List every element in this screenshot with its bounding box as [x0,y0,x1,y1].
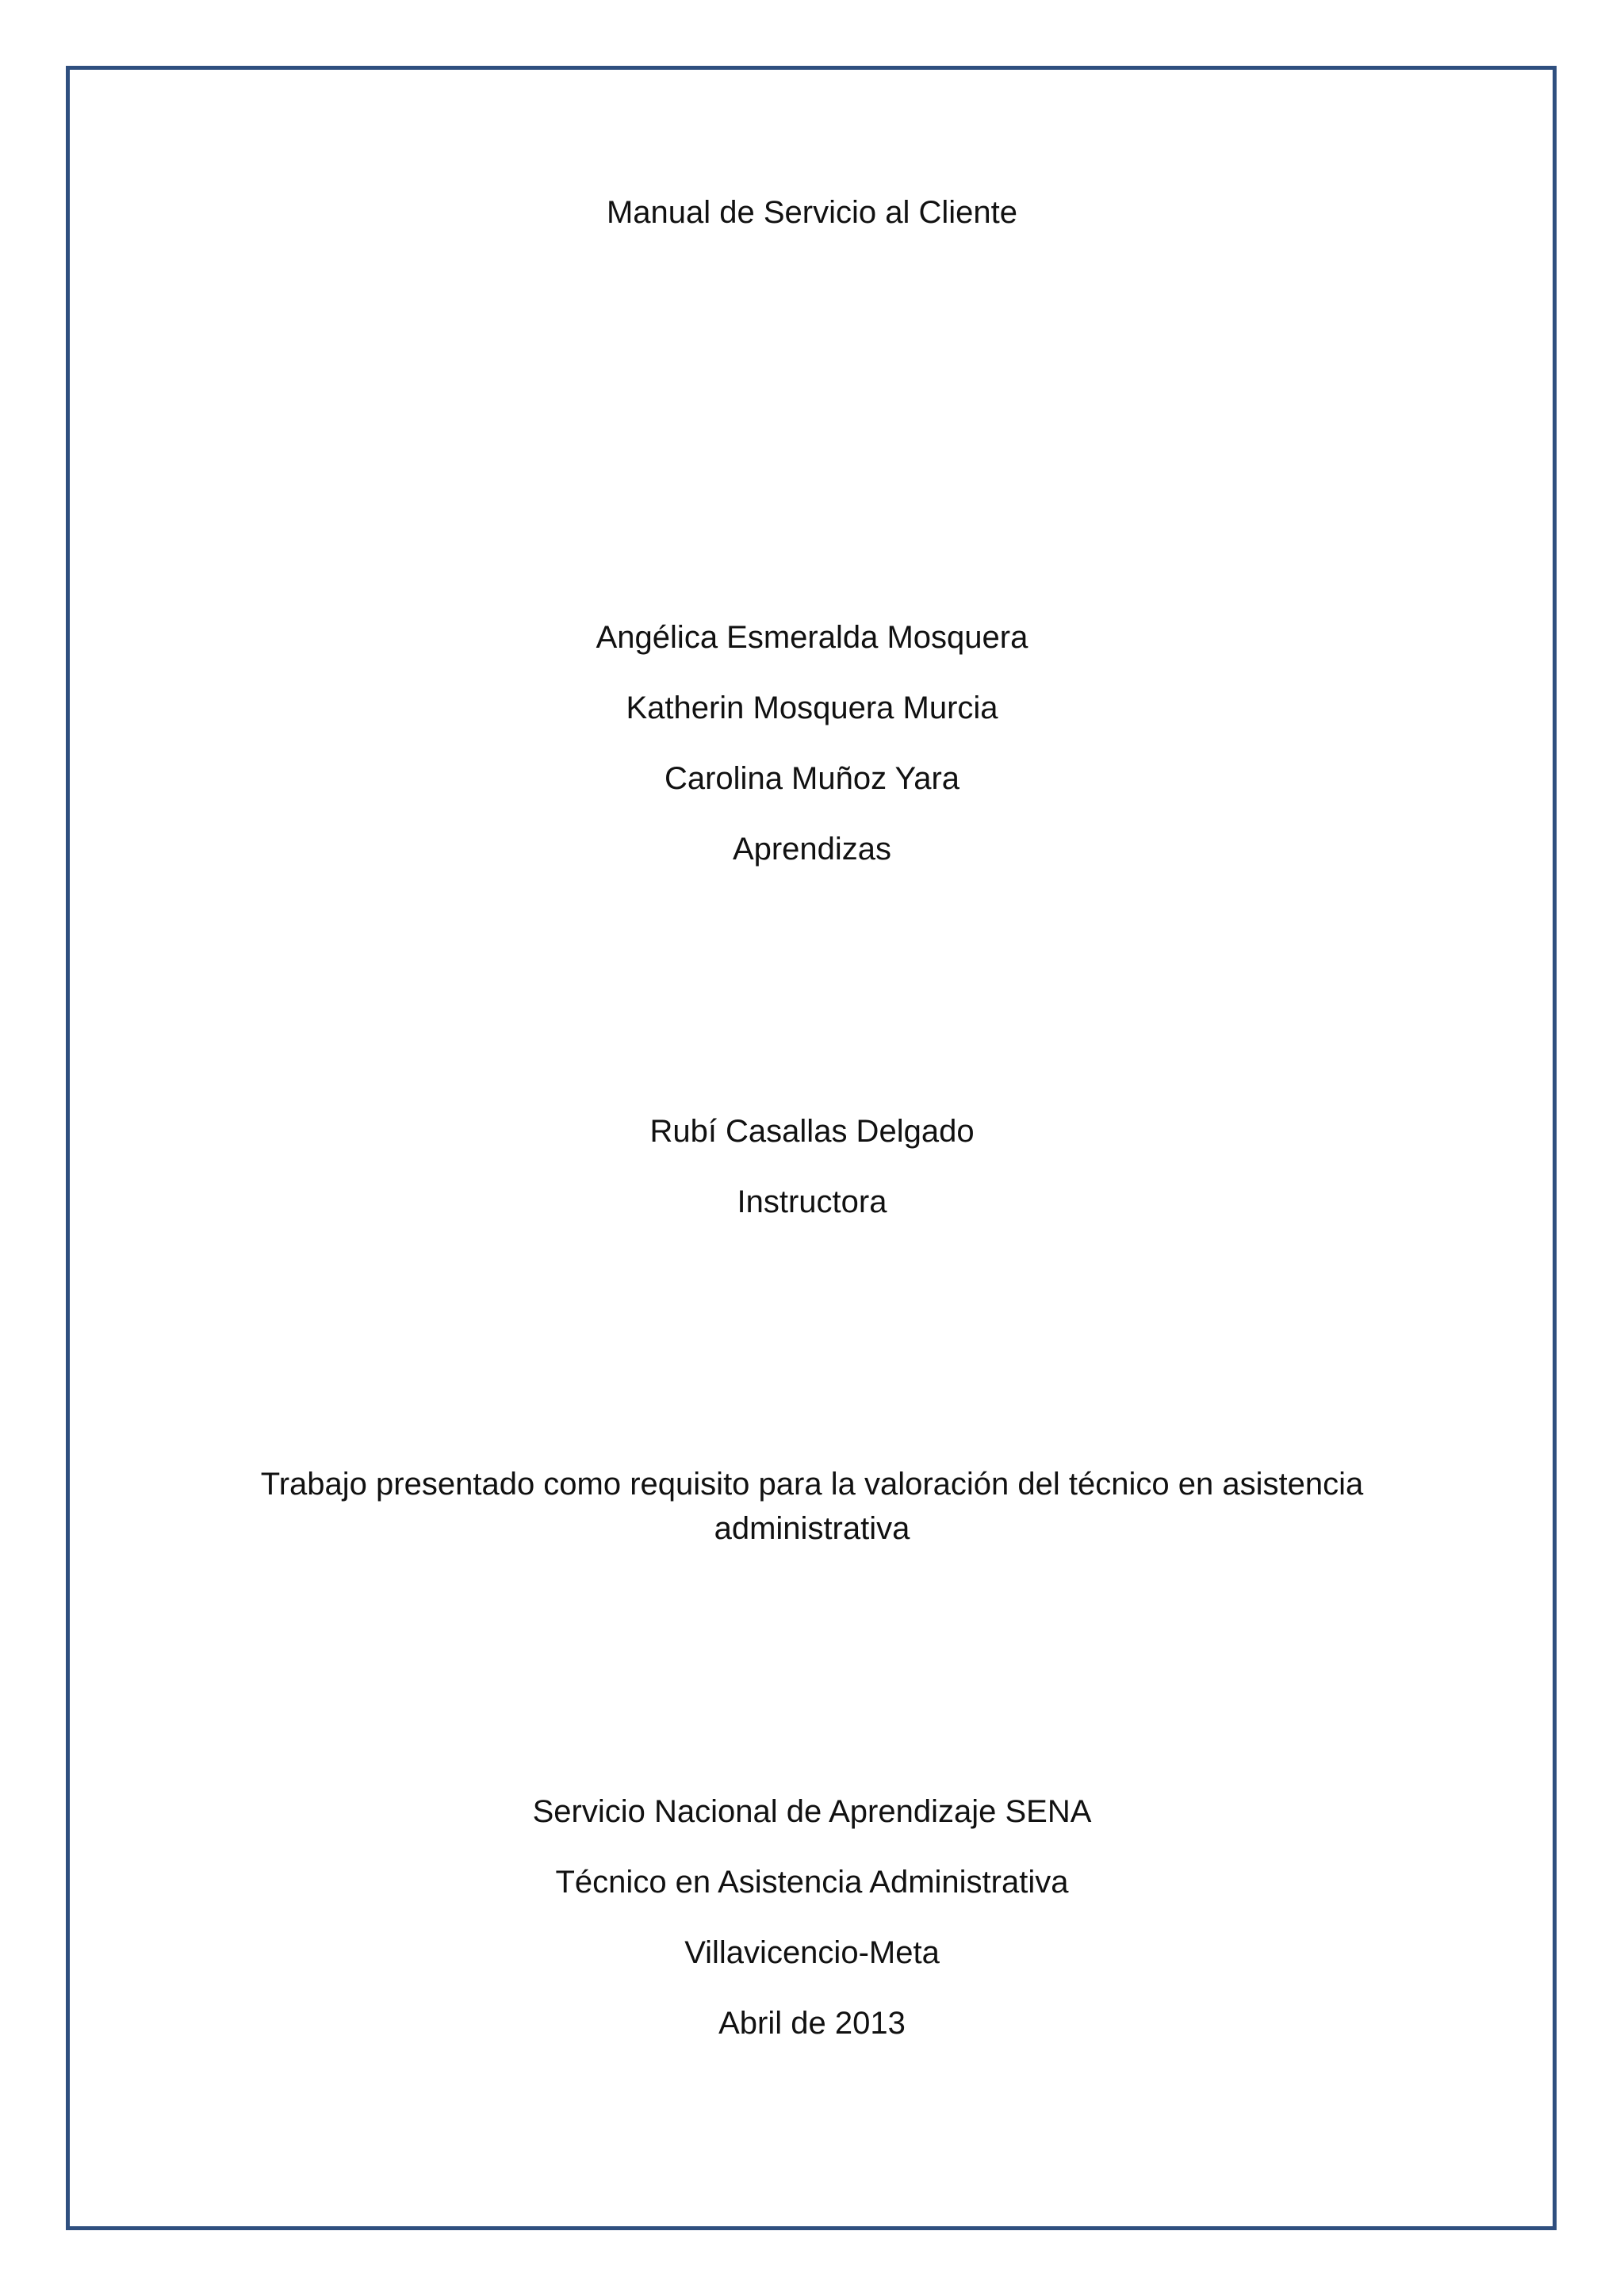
document-title: Manual de Servicio al Cliente [606,195,1018,230]
purpose-line-1: Trabajo presentado como requisito para la valoración del técnico en asistencia [260,1467,1364,1502]
date: Abril de 2013 [718,2006,906,2041]
instructor-name: Rubí Casallas Delgado [649,1114,975,1149]
instructor-role: Instructora [737,1184,887,1219]
program: Técnico en Asistencia Administrativa [555,1865,1069,1900]
authors-role: Aprendizas [732,832,892,867]
institution: Servicio Nacional de Aprendizaje SENA [532,1794,1092,1829]
author-3: Carolina Muñoz Yara [664,761,960,796]
purpose-line-2: administrativa [714,1511,910,1546]
location: Villavicencio-Meta [684,1935,940,1970]
author-1: Angélica Esmeralda Mosquera [596,620,1028,655]
author-2: Katherin Mosquera Murcia [626,691,998,725]
